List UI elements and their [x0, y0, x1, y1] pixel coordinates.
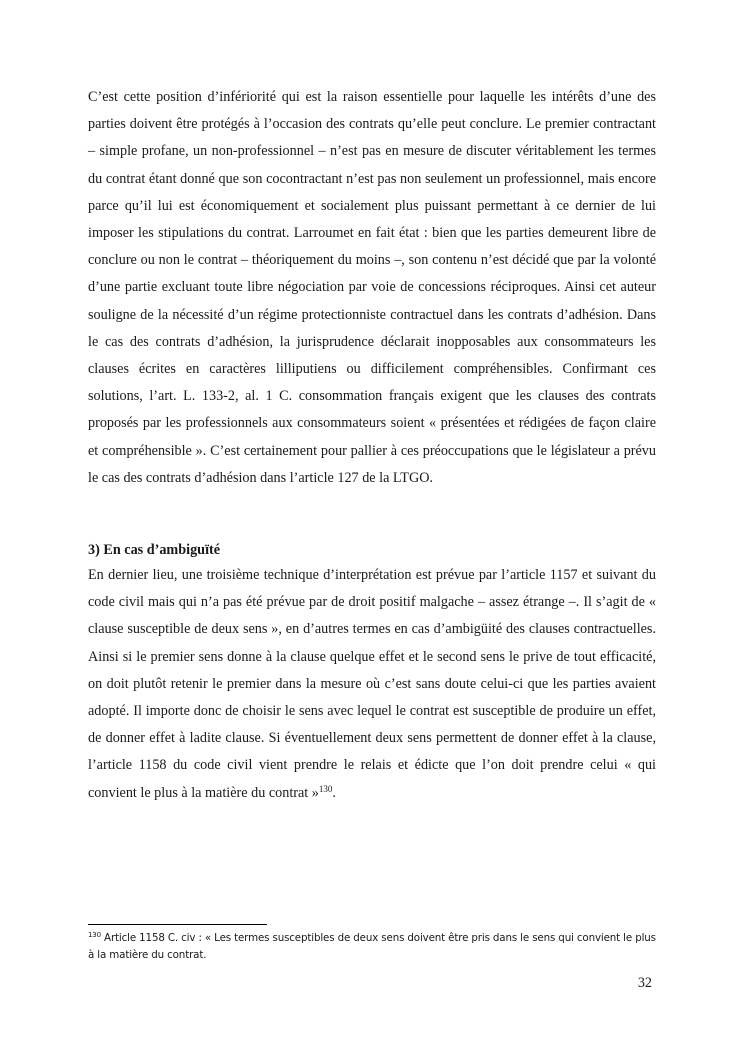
- paragraph-2-text: En dernier lieu, une troisième technique d’interprétation est prévue par l’article 1157 et suivant du code civil mais qui n’a pas été prévue par de droit positif malgache – assez étrange –. Il s’agit de « clause susceptible de deux sens », en d’autres termes en cas d’ambigüité des clauses contractuelles. Ainsi si le premier sens donne à la clause quelque effet et le second sens le prive de tout efficacité, on doit plutôt retenir le premier dans la mesure où c’est sans doute celui-ci que les parties avaient adopté. Il importe donc de choisir le sens avec lequel le contrat est susceptible de produire un effet, de donner effet à ladite clause. Si éventuellement deux sens permettent de donner effet à la clause, l’article 1158 du code civil vient prendre le relais et édicte que l’on doit prendre celui « qui convient le plus à la matière du contrat »: [88, 567, 656, 801]
- body-paragraph-2: [88, 562, 656, 807]
- section-heading: 3) En cas d’ambiguïté: [88, 542, 221, 558]
- footnote-number: 130: [88, 931, 101, 939]
- page-number: 32: [637, 975, 652, 991]
- footnote: [88, 930, 658, 964]
- footnote-reference[interactable]: 130: [318, 783, 333, 794]
- footnote-text: Article 1158 C. civ : « Les termes susceptibles de deux sens doivent être pris dans le sens qui convient le plus à la matière du contrat.: [88, 932, 656, 961]
- footnote-separator: [88, 924, 267, 925]
- paragraph-2-end: .: [332, 784, 336, 801]
- body-paragraph-1: C’est cette position d’infériorité qui est la raison essentielle pour laquelle les intérêts d’une des parties doivent être protégés à l’occasion des contrats qu’elle peut conclure. Le premier contractant – simple profane, un non-professionnel – n’est pas en mesure de discuter véritablement les termes du contrat étant donné que son cocontractant n’est pas non seulement un professionnel, mais encore parce qu’il lui est économiquement et socialement plus puissant permettant à ce dernier de lui imposer les stipulations du contrat. Larroumet en fait état : bien que les parties demeurent libre de conclure ou non le contrat – théoriquement du moins –, son contenu n’est décidé que par la volonté d’une partie excluant toute libre négociation par voie de concessions réciproques. Ainsi cet auteur souligne de la nécessité d’un régime protectionniste contractuel dans les contrats d’adhésion. Dans le cas des contrats d’adhésion, la jurisprudence déclarait inopposables aux consommateurs les clauses écrites en caractères lilliputiens ou difficilement compréhensibles. Confirmant ces solutions, l’art. L. 133-2, al. 1 C. consommation français exigent que les clauses des contrats proposés par les professionnels aux consommateurs soient « présentées et rédigées de façon claire et compréhensible ». C’est certainement pour pallier à ces préoccupations que le législateur a prévu le cas des contrats d’adhésion dans l’article 127 de la LTGO.: [88, 89, 656, 486]
